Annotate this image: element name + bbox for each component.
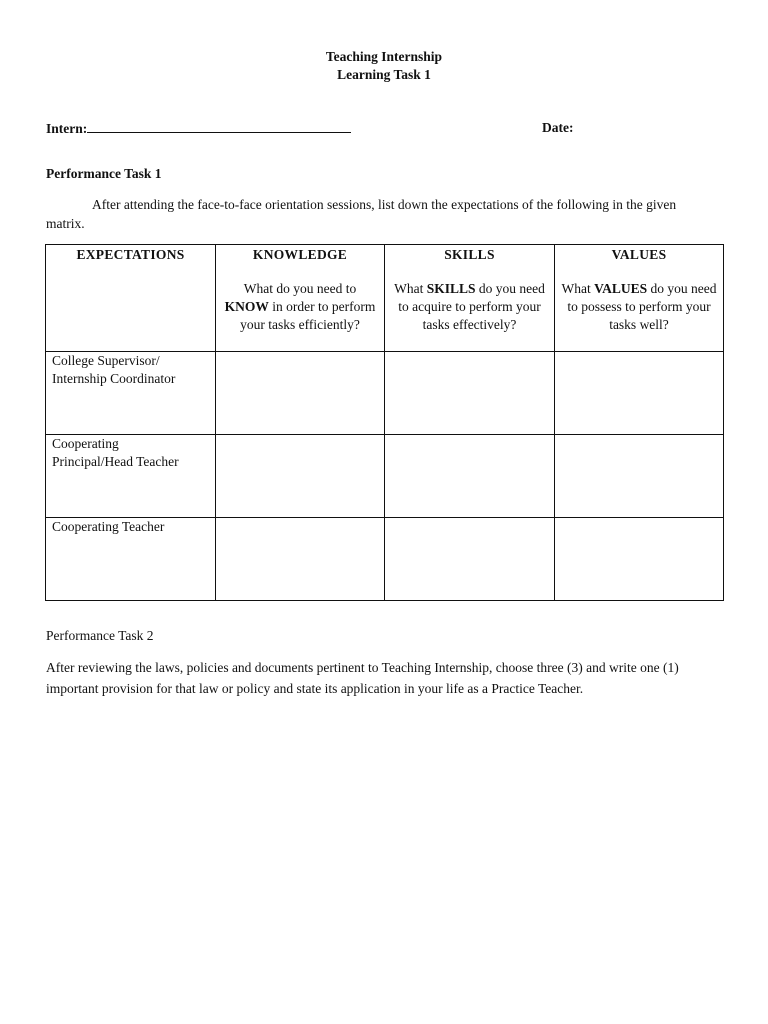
skills-cell[interactable]	[385, 352, 555, 435]
intern-field	[46, 119, 351, 138]
table-row	[46, 435, 724, 518]
skills-cell[interactable]	[385, 518, 555, 601]
document-title: Teaching Internship	[325, 49, 443, 64]
row-label: College Supervisor/ Internship Coordinator	[46, 352, 216, 435]
document-subtitle: Learning Task 1	[337, 67, 431, 82]
knowledge-cell[interactable]	[216, 435, 385, 518]
row-label: Cooperating Teacher	[46, 518, 216, 601]
column-title: VALUES	[611, 247, 667, 262]
column-header-skills	[385, 245, 555, 352]
column-question: What do you need to KNOW in order to perform your tasks efficiently?	[224, 281, 376, 332]
column-question: What VALUES do you need to possess to perform your tasks well?	[561, 281, 717, 332]
column-question: What SKILLS do you need to acquire to perform your tasks effectively?	[394, 281, 545, 332]
column-header-expectations	[46, 245, 216, 352]
values-cell[interactable]	[555, 352, 724, 435]
column-header-values	[555, 245, 724, 352]
skills-cell[interactable]	[385, 435, 555, 518]
column-title: KNOWLEDGE	[252, 247, 348, 262]
knowledge-cell[interactable]	[216, 352, 385, 435]
values-cell[interactable]	[555, 518, 724, 601]
row-label: Cooperating Principal/Head Teacher	[46, 435, 216, 518]
column-title: EXPECTATIONS	[76, 247, 185, 262]
performance-task-2-instructions: After reviewing the laws, policies and documents pertinent to Teaching Internship, choose three (3) and write one (1) important provision for that law or policy and state its application in your life as a Practice Teacher.	[46, 660, 679, 696]
column-header-knowledge	[216, 245, 385, 352]
intern-blank-line[interactable]	[87, 119, 351, 133]
column-title: SKILLS	[444, 247, 495, 262]
date-label: Date:	[542, 120, 574, 135]
performance-task-1-instructions: After attending the face-to-face orientation sessions, list down the expectations of the following in the given matrix.	[46, 197, 677, 231]
values-cell[interactable]	[555, 435, 724, 518]
table-row	[46, 518, 724, 601]
knowledge-cell[interactable]	[216, 518, 385, 601]
performance-task-1-heading: Performance Task 1	[46, 166, 162, 181]
expectations-matrix	[45, 244, 724, 601]
intern-label: Intern:	[46, 121, 88, 136]
performance-task-2-heading: Performance Task 2	[46, 628, 154, 643]
table-row	[46, 352, 724, 435]
